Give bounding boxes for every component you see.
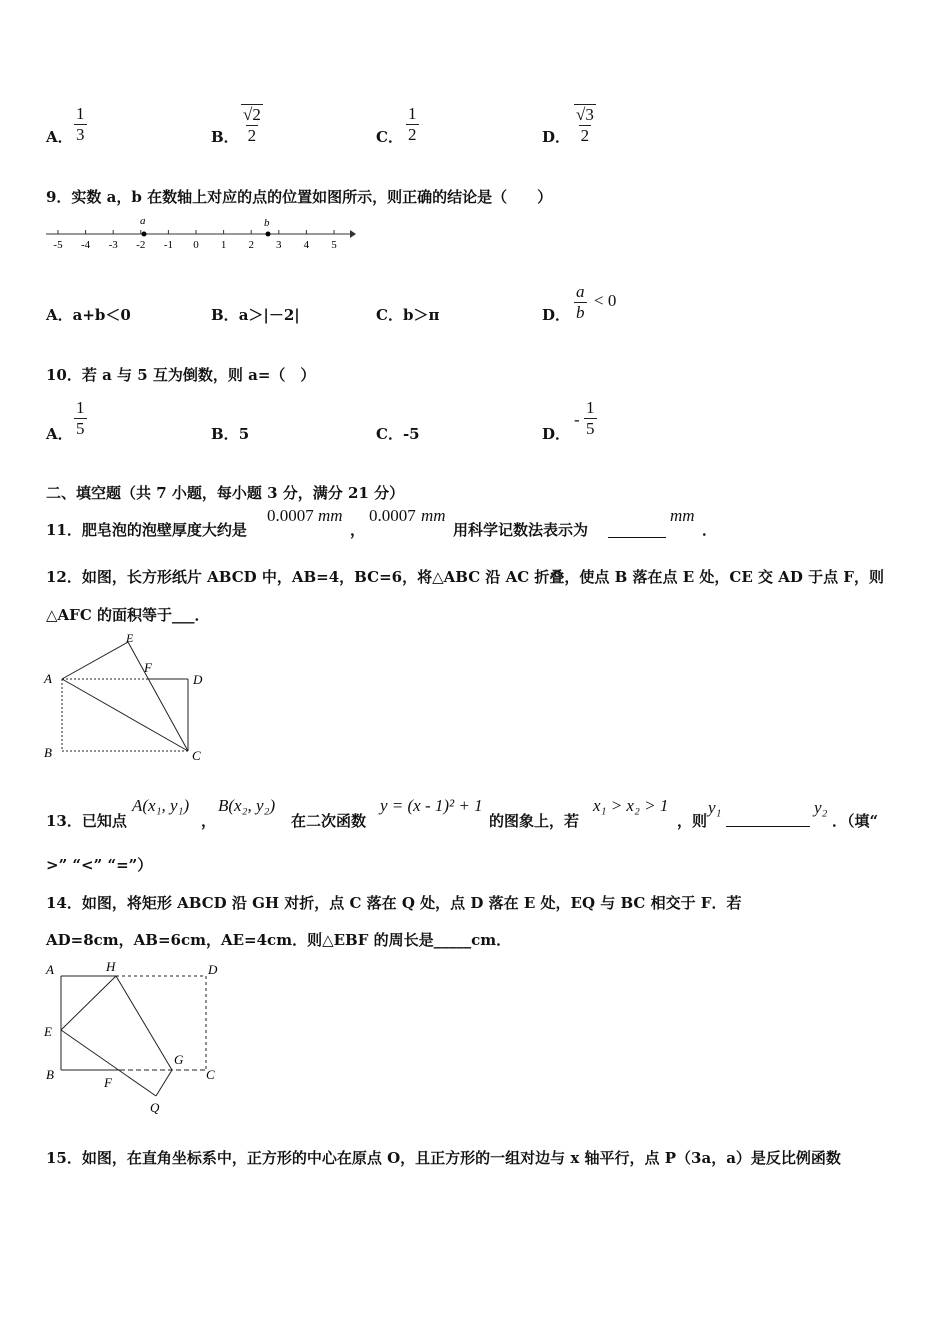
q10-options [46,398,906,446]
q8-option-d-fraction: $\frac{√3}{2}$ [576,105,594,145]
axis-tick-label: 1 [220,239,227,251]
q11-value1: 0.0007 [267,506,314,525]
label-b: B [44,745,52,760]
q11-unit3: mm [670,506,695,525]
q11-end: ． [702,521,718,539]
label-c: C [192,748,201,763]
q9-option-c[interactable]: C．b＞π [376,306,440,324]
axis-tick-label: -5 [53,239,63,251]
label-a: A [44,671,52,686]
label-g: G [174,1052,184,1067]
label-q: Q [150,1100,160,1115]
q13-line1 [46,796,916,834]
q14-line2: AD=8cm，AB=6cm，AE=4cm．则△EBF 的周长是_____cm． [46,931,512,949]
axis-tick-label: 5 [331,239,337,251]
q8-option-a[interactable] [46,126,73,147]
q9-option-d-fraction: $\frac{a}{b}$ [576,282,585,322]
q13-y1: y₁ [708,798,722,817]
point-b-label: b [264,217,270,229]
point-b-dot [266,232,271,237]
label-a: A [46,962,54,977]
q13-line2: >” “<” “=”） [46,856,153,874]
point-a-dot [142,232,147,237]
segment-hg [116,976,172,1070]
axis-tick-label: -1 [163,239,173,251]
q13-mid2: 的图象上，若 [489,812,580,830]
q11-unit1: mm [318,506,343,525]
label-h: H [106,959,116,974]
q13-point-a: A(x₁, y₁) [132,796,190,815]
axis-tick-label: 0 [193,239,199,251]
q8-options [46,104,906,156]
q10-option-a[interactable]: A． [46,425,73,443]
q12-line1: 12．如图，长方形纸片 ABCD 中，AB=4，BC=6，将△ABC 沿 AC 折叠，使点 B 落在点 E 处，CE 交 AD 于点 F，则 [46,568,884,586]
q11-value2: 0.0007 [369,506,416,525]
q10-option-d-sign: - [574,410,580,429]
axis-tick-label: 4 [303,239,310,251]
q13-mid3: ，则 [677,812,708,830]
q13-answer-blank[interactable] [726,808,810,827]
q9-option-d-tail: < 0 [594,291,617,310]
q10-option-d-fraction: $\frac{1}{5}$ [586,398,595,438]
segment-ae [62,642,128,679]
point-a-label: a [140,215,146,227]
q13-function: y = (x - 1)² + 1 [380,796,483,815]
q9-options [46,282,906,326]
q11 [46,505,926,539]
axis-tick-label: 3 [276,239,282,251]
q8-option-c-fraction: $\frac{1}{2}$ [408,104,417,144]
label-e: E [44,1024,52,1039]
q9-stem: 9．实数 a，b 在数轴上对应的点的位置如图所示，则正确的结论是（ ） [46,188,553,206]
q10-option-c[interactable]: C．-5 [376,425,420,443]
q8-option-b-fraction: $\frac{√2}{2}$ [243,105,261,145]
segment-ec [128,642,188,751]
q13-prefix: 13．已知点 [46,812,127,830]
q11-mid: 用科学记数法表示为 [453,521,589,539]
q9-option-d[interactable]: D． [542,306,571,324]
q11-comma: ， [350,521,366,539]
q12-line2: △AFC 的面积等于___． [46,606,210,624]
label-d: D [208,962,218,977]
q15-line1: 15．如图，在直角坐标系中，正方形的中心在原点 O，且正方形的一组对边与 x 轴平行，点 P（3a，a）是反比例函数 [46,1149,841,1167]
label-c: C [206,1067,215,1082]
q14-line1: 14．如图，将矩形 ABCD 沿 GH 对折，点 C 落在 Q 处，点 D 落在 E 处，EQ 与 BC 相交于 F．若 [46,894,742,912]
q13-mid: 在二次函数 [291,812,367,830]
q14-figure [40,956,230,1120]
q8-option-d[interactable]: D． [542,128,571,146]
q11-answer-blank[interactable] [608,519,666,538]
axis-tick-label: 2 [248,239,254,251]
q8-option-b[interactable]: B． [211,128,239,146]
axis-tick-label: -4 [81,239,91,251]
q13-comma: ， [201,812,217,830]
q9-option-b[interactable]: B．a＞|－2| [211,306,300,324]
label-f: F [144,660,152,675]
q8-option-c[interactable]: C． [376,128,403,146]
q13-condition: x₁ > x₂ > 1 [593,796,669,815]
q13-tail: ．（填“ [832,812,879,830]
segment-ac [62,679,188,751]
q10-option-d[interactable]: D． [542,425,571,443]
axis-arrow [350,230,356,238]
q10-stem: 10．若 a 与 5 互为倒数，则 a=（ ） [46,366,316,384]
q8-option-a-fraction: $\frac{1}{3}$ [76,104,85,144]
segment-he [61,976,116,1030]
q13-point-b: B(x₂, y₂) [218,796,276,815]
axis-tick-label: -3 [108,239,118,251]
q11-prefix: 11．肥皂泡的泡壁厚度大约是 [46,521,247,539]
label-f: F [104,1075,112,1090]
segment-qg [156,1070,172,1096]
q10-option-a-fraction: $\frac{1}{5}$ [76,398,85,438]
label-e: E [126,631,134,645]
section-title: 二、填空题（共 7 小题，每小题 3 分，满分 21 分） [46,484,405,502]
q12-figure [40,630,220,766]
label-b: B [46,1067,54,1082]
axis-tick-label: -2 [136,239,146,251]
label-d: D [193,672,203,687]
q9-number-line [44,212,358,254]
q11-unit2: mm [421,506,446,525]
q10-option-b[interactable]: B．5 [211,425,250,443]
option-letter: A． [46,128,73,146]
q9-option-a[interactable]: A．a+b＜0 [46,306,131,324]
q13-y2: y₂ [814,798,828,817]
